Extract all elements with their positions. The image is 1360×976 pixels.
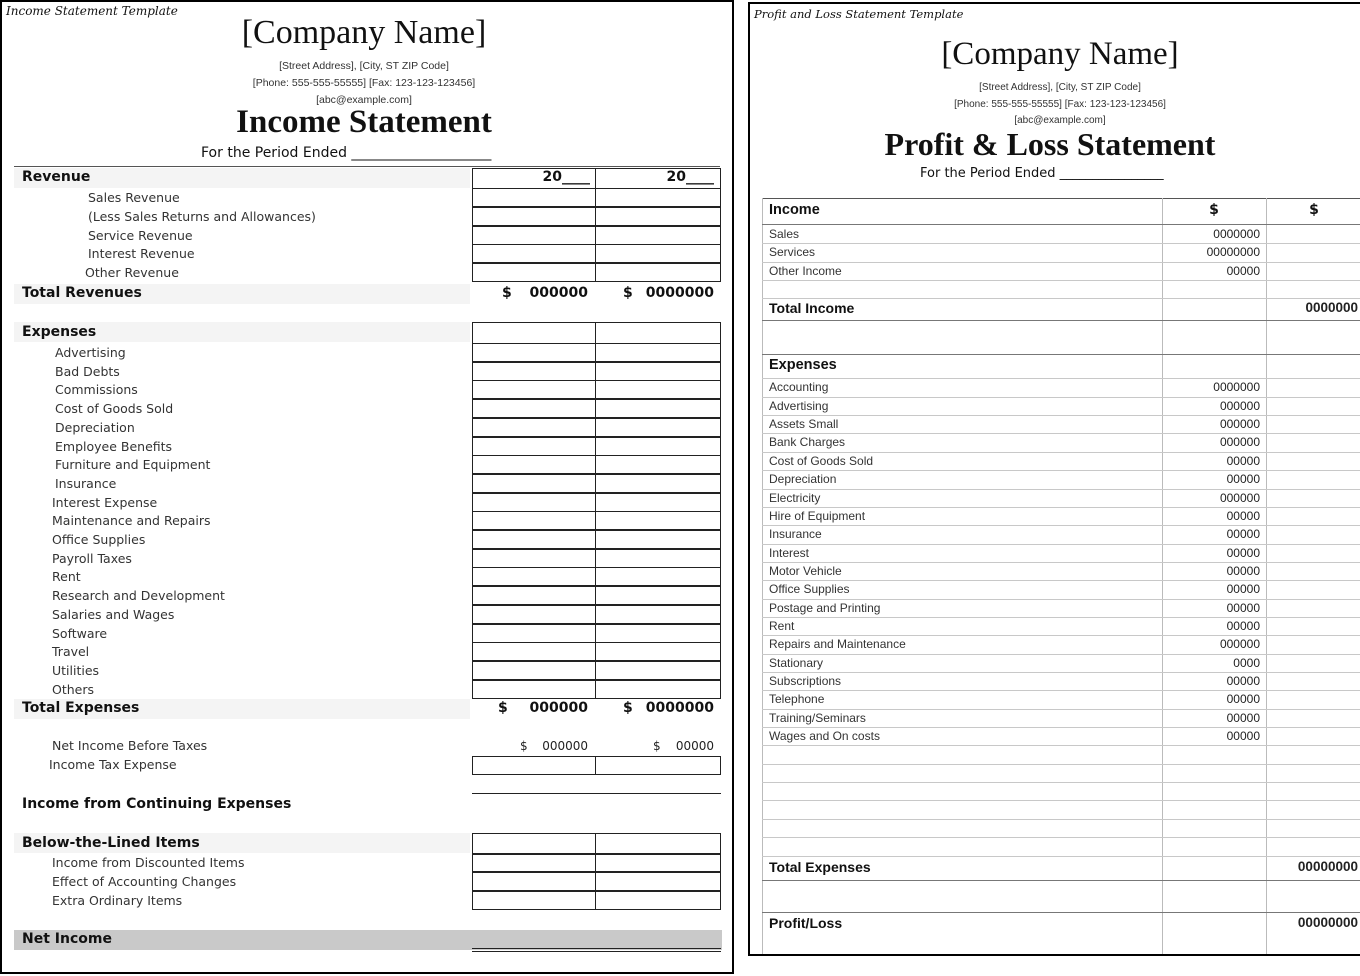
expense-item-col2-cell[interactable] — [595, 343, 721, 362]
expense-item-label: Cost of Goods Sold — [55, 401, 174, 417]
below-line-item-label: Extra Ordinary Items — [52, 893, 183, 908]
revenue-item-col2-cell[interactable] — [595, 226, 721, 245]
expense-item-label: Postage and Printing — [769, 600, 881, 615]
expense-item-label: Advertising — [55, 345, 126, 360]
currency-symbol: $ — [502, 285, 512, 301]
expense-item-label: Bad Debts — [55, 363, 120, 379]
expense-item-label: Payroll Taxes — [52, 550, 132, 566]
street-address[interactable]: [Street Address], [City, ST ZIP Code] — [279, 60, 449, 72]
expense-item-col1-cell[interactable] — [472, 511, 596, 530]
expense-item-label: Wages and On costs — [769, 729, 880, 744]
period-ended[interactable]: For the Period Ended ________________ — [920, 166, 1164, 181]
below-line-item-label: Effect of Accounting Changes — [52, 874, 237, 889]
street-address[interactable]: [Street Address], [City, ST ZIP Code] — [979, 82, 1141, 93]
expense-item-col1-cell[interactable] — [472, 343, 596, 362]
expense-item-label: Subscriptions — [769, 674, 842, 688]
expense-item-value[interactable]: 00000 — [1226, 582, 1260, 597]
expense-item-label: Insurance — [55, 475, 117, 491]
expense-item-label: Interest — [769, 545, 810, 560]
expense-item-label: Travel — [52, 644, 90, 660]
expense-item-label: Others — [52, 681, 95, 697]
year-column-1[interactable]: 20____ — [542, 169, 590, 185]
expense-item-col1-cell[interactable] — [472, 642, 596, 661]
phone-fax[interactable]: [Phone: 555-555-55555] [Fax: 123-123-123456] — [954, 99, 1166, 110]
expense-item-col2-cell[interactable] — [595, 549, 721, 568]
expense-item-label: Telephone — [769, 692, 825, 707]
expense-item-label: Assets Small — [769, 417, 839, 432]
income-item-label: Sales — [769, 227, 800, 241]
expense-item-col1-cell[interactable] — [472, 418, 596, 437]
expense-item-label: Electricity — [769, 490, 821, 505]
below-line-item-col2-cell[interactable] — [595, 853, 721, 872]
net-before-taxes-col1[interactable]: 000000 — [542, 739, 588, 753]
expense-item-col1-cell[interactable] — [472, 567, 596, 586]
expense-item-col1-cell[interactable] — [472, 586, 596, 605]
income-header: Income — [769, 202, 820, 218]
total-expenses-value[interactable]: 00000000 — [1297, 858, 1358, 874]
net-income-before-taxes-label: Net Income Before Taxes — [52, 738, 208, 753]
expense-item-label: Office Supplies — [769, 582, 850, 597]
expenses-header-col1-cell[interactable] — [472, 322, 596, 344]
expense-item-label: Depreciation — [55, 419, 135, 435]
currency-symbol: $ — [498, 700, 508, 716]
expense-item-label: Maintenance and Repairs — [52, 513, 211, 529]
expense-item-label: Utilities — [52, 662, 100, 678]
expense-item-label: Software — [52, 625, 108, 641]
phone-fax[interactable]: [Phone: 555-555-55555] [Fax: 123-123-123456] — [252, 77, 476, 89]
expense-item-value[interactable]: 00000 — [1226, 563, 1260, 578]
expense-item-label: Salaries and Wages — [52, 606, 175, 622]
income-tax-expense-label: Income Tax Expense — [49, 757, 177, 772]
period-ended[interactable]: For the Period Ended ____________________ — [201, 145, 492, 161]
revenue-item-col2-cell[interactable] — [595, 207, 721, 226]
profit-loss-template — [748, 2, 1360, 956]
company-name[interactable]: [Company Name] — [241, 14, 487, 51]
total-expenses-col1[interactable]: 000000 — [529, 700, 588, 716]
currency-symbol: $ — [623, 700, 633, 716]
net-income-label: Net Income — [22, 931, 112, 947]
revenue-item-col1-cell[interactable] — [472, 244, 596, 263]
expense-item-col1-cell[interactable] — [472, 399, 596, 418]
expense-item-label: Motor Vehicle — [769, 563, 842, 578]
expense-item-value[interactable]: 00000 — [1226, 692, 1260, 707]
below-line-item-col2-cell[interactable] — [595, 891, 721, 910]
below-line-item-col1-cell[interactable] — [472, 891, 596, 910]
column-2-currency-header: $ — [1309, 202, 1319, 218]
expense-item-value[interactable]: 00000 — [1226, 600, 1260, 615]
income-item-value[interactable]: 00000 — [1226, 263, 1260, 278]
total-income-label: Total Income — [769, 300, 855, 317]
revenue-item-col1-cell[interactable] — [472, 263, 596, 282]
total-expenses-label: Total Expenses — [769, 858, 871, 875]
continuing-income-label: Income from Continuing Expenses — [22, 796, 292, 812]
currency-symbol: $ — [653, 739, 661, 753]
expense-item-value[interactable]: 000000 — [1219, 435, 1260, 450]
revenue-item-col1-cell[interactable] — [472, 188, 596, 207]
expenses-header: Expenses — [22, 324, 97, 340]
income-item-label: Other Income — [769, 263, 842, 278]
income-tax-col2-cell[interactable] — [595, 756, 721, 775]
expense-item-value[interactable]: 00000 — [1226, 472, 1260, 487]
expense-item-col1-cell[interactable] — [472, 624, 596, 643]
email[interactable]: [abc@example.com] — [316, 94, 412, 106]
expense-item-col2-cell[interactable] — [595, 642, 721, 661]
income-item-value[interactable]: 00000000 — [1206, 245, 1260, 260]
column-1-currency-header: $ — [1209, 202, 1219, 218]
expense-item-col2-cell[interactable] — [595, 362, 721, 381]
revenue-item-label: Service Revenue — [88, 227, 193, 243]
profit-loss-label: Profit/Loss — [769, 914, 843, 931]
company-name[interactable]: [Company Name] — [941, 36, 1179, 72]
expense-item-col1-cell[interactable] — [472, 530, 596, 549]
expense-item-col1-cell[interactable] — [472, 474, 596, 493]
expense-item-col2-cell[interactable] — [595, 418, 721, 437]
income-item-value[interactable]: 0000000 — [1213, 227, 1260, 241]
expense-item-label: Commissions — [55, 382, 138, 398]
expense-item-label: Employee Benefits — [55, 438, 173, 454]
expense-item-value[interactable]: 00000 — [1226, 674, 1260, 688]
total-revenues-label: Total Revenues — [22, 285, 142, 301]
expense-item-value[interactable]: 00000 — [1226, 453, 1260, 468]
expense-item-value[interactable]: 00000 — [1226, 618, 1260, 633]
revenue-item-col1-cell[interactable] — [472, 207, 596, 226]
expense-item-value[interactable]: 000000 — [1219, 637, 1260, 652]
expense-item-value[interactable]: 000000 — [1219, 417, 1260, 432]
income-tax-col1-cell[interactable] — [472, 756, 596, 775]
expense-item-col1-cell[interactable] — [472, 661, 596, 680]
expense-item-value[interactable]: 00000 — [1226, 545, 1260, 560]
below-line-item-col1-cell[interactable] — [472, 853, 596, 872]
expense-item-col2-cell[interactable] — [595, 380, 721, 399]
net-before-taxes-col2[interactable]: 00000 — [675, 739, 714, 753]
revenue-header: Revenue — [22, 169, 91, 185]
revenue-item-col2-cell[interactable] — [595, 244, 721, 263]
expense-item-label: Rent — [769, 618, 795, 633]
email[interactable]: [abc@example.com] — [1014, 115, 1106, 126]
expense-item-label: Rent — [52, 569, 81, 585]
expense-item-label: Training/Seminars — [769, 710, 866, 725]
year-header-col1-cell[interactable] — [472, 168, 596, 189]
total-revenues-col1[interactable]: 000000 — [529, 285, 588, 301]
expense-item-col1-cell[interactable] — [472, 380, 596, 399]
below-line-header-col2-cell[interactable] — [595, 833, 721, 855]
below-line-item-label: Income from Discounted Items — [52, 855, 245, 870]
template-label: Income Statement Template — [6, 4, 178, 18]
total-income-value[interactable]: 0000000 — [1305, 300, 1358, 316]
template-label: Profit and Loss Statement Template — [754, 7, 964, 21]
expense-item-label: Cost of Goods Sold — [769, 453, 874, 468]
year-column-2[interactable]: 20____ — [666, 169, 714, 185]
expense-item-label: Hire of Equipment — [769, 508, 866, 523]
expense-item-col1-cell[interactable] — [472, 549, 596, 568]
expense-item-value[interactable]: 0000 — [1233, 655, 1260, 670]
income-item-label: Services — [769, 245, 816, 260]
expense-item-value[interactable]: 00000 — [1226, 508, 1260, 523]
total-revenues-col2[interactable]: 0000000 — [645, 285, 714, 301]
total-expenses-col2[interactable]: 0000000 — [645, 700, 714, 716]
expense-item-col1-cell[interactable] — [472, 493, 596, 512]
expense-item-label: Repairs and Maintenance — [769, 637, 906, 652]
expense-item-col2-cell[interactable] — [595, 455, 721, 474]
expense-item-col1-cell[interactable] — [472, 605, 596, 624]
currency-symbol: $ — [623, 285, 633, 301]
expense-item-value[interactable]: 00000 — [1226, 527, 1260, 542]
expenses-header: Expenses — [769, 357, 837, 374]
below-line-item-col1-cell[interactable] — [472, 872, 596, 891]
statement-title: Profit & Loss Statement — [884, 126, 1216, 162]
expense-item-col2-cell[interactable] — [595, 530, 721, 549]
expense-item-col2-cell[interactable] — [595, 661, 721, 680]
revenue-item-label: Other Revenue — [85, 265, 179, 280]
expenses-header-col2-cell[interactable] — [595, 322, 721, 344]
expense-item-value[interactable]: 00000 — [1226, 729, 1260, 744]
expense-item-label: Depreciation — [769, 472, 837, 487]
expense-item-col2-cell[interactable] — [595, 437, 721, 456]
statement-title: Income Statement — [236, 104, 492, 140]
expense-item-label: Interest Expense — [52, 494, 158, 510]
revenue-item-label: Interest Revenue — [88, 246, 195, 262]
total-expenses-label: Total Expenses — [22, 700, 140, 716]
expense-item-value[interactable]: 000000 — [1219, 490, 1260, 505]
expense-item-col1-cell[interactable] — [472, 455, 596, 474]
expense-item-value[interactable]: 000000 — [1219, 398, 1260, 413]
expense-item-col2-cell[interactable] — [595, 474, 721, 493]
currency-symbol: $ — [520, 739, 528, 753]
expense-item-col2-cell[interactable] — [595, 511, 721, 530]
revenue-item-col2-cell[interactable] — [595, 263, 721, 282]
profit-loss-value[interactable]: 00000000 — [1297, 914, 1358, 930]
expense-item-label: Insurance — [769, 527, 822, 542]
revenue-item-col2-cell[interactable] — [595, 188, 721, 207]
below-line-header-col1-cell[interactable] — [472, 833, 596, 855]
revenue-item-label: (Less Sales Returns and Allowances) — [88, 208, 316, 224]
expense-item-col2-cell[interactable] — [595, 493, 721, 512]
year-header-col2-cell[interactable] — [595, 168, 721, 189]
below-line-header: Below-the-Lined Items — [22, 835, 200, 851]
expense-item-value[interactable]: 0000000 — [1213, 380, 1260, 395]
expense-item-col2-cell[interactable] — [595, 605, 721, 624]
expense-item-col1-cell[interactable] — [472, 362, 596, 381]
revenue-item-col1-cell[interactable] — [472, 226, 596, 245]
expense-item-label: Furniture and Equipment — [55, 457, 211, 473]
expense-item-label: Accounting — [769, 380, 829, 395]
expense-item-label: Advertising — [769, 398, 829, 413]
expense-item-col1-cell[interactable] — [472, 437, 596, 456]
expense-item-label: Research and Development — [52, 588, 225, 604]
expense-item-col2-cell[interactable] — [595, 567, 721, 586]
expense-item-value[interactable]: 00000 — [1226, 710, 1260, 725]
expense-item-col2-cell[interactable] — [595, 399, 721, 418]
expense-item-col2-cell[interactable] — [595, 624, 721, 643]
expense-item-label: Stationary — [769, 655, 824, 670]
below-line-item-col2-cell[interactable] — [595, 872, 721, 891]
expense-item-label: Office Supplies — [52, 532, 146, 547]
expense-item-col2-cell[interactable] — [595, 586, 721, 605]
revenue-item-label: Sales Revenue — [88, 190, 180, 205]
expense-item-col2-cell[interactable] — [595, 680, 721, 699]
expense-item-col1-cell[interactable] — [472, 680, 596, 699]
expense-item-label: Bank Charges — [769, 435, 846, 450]
